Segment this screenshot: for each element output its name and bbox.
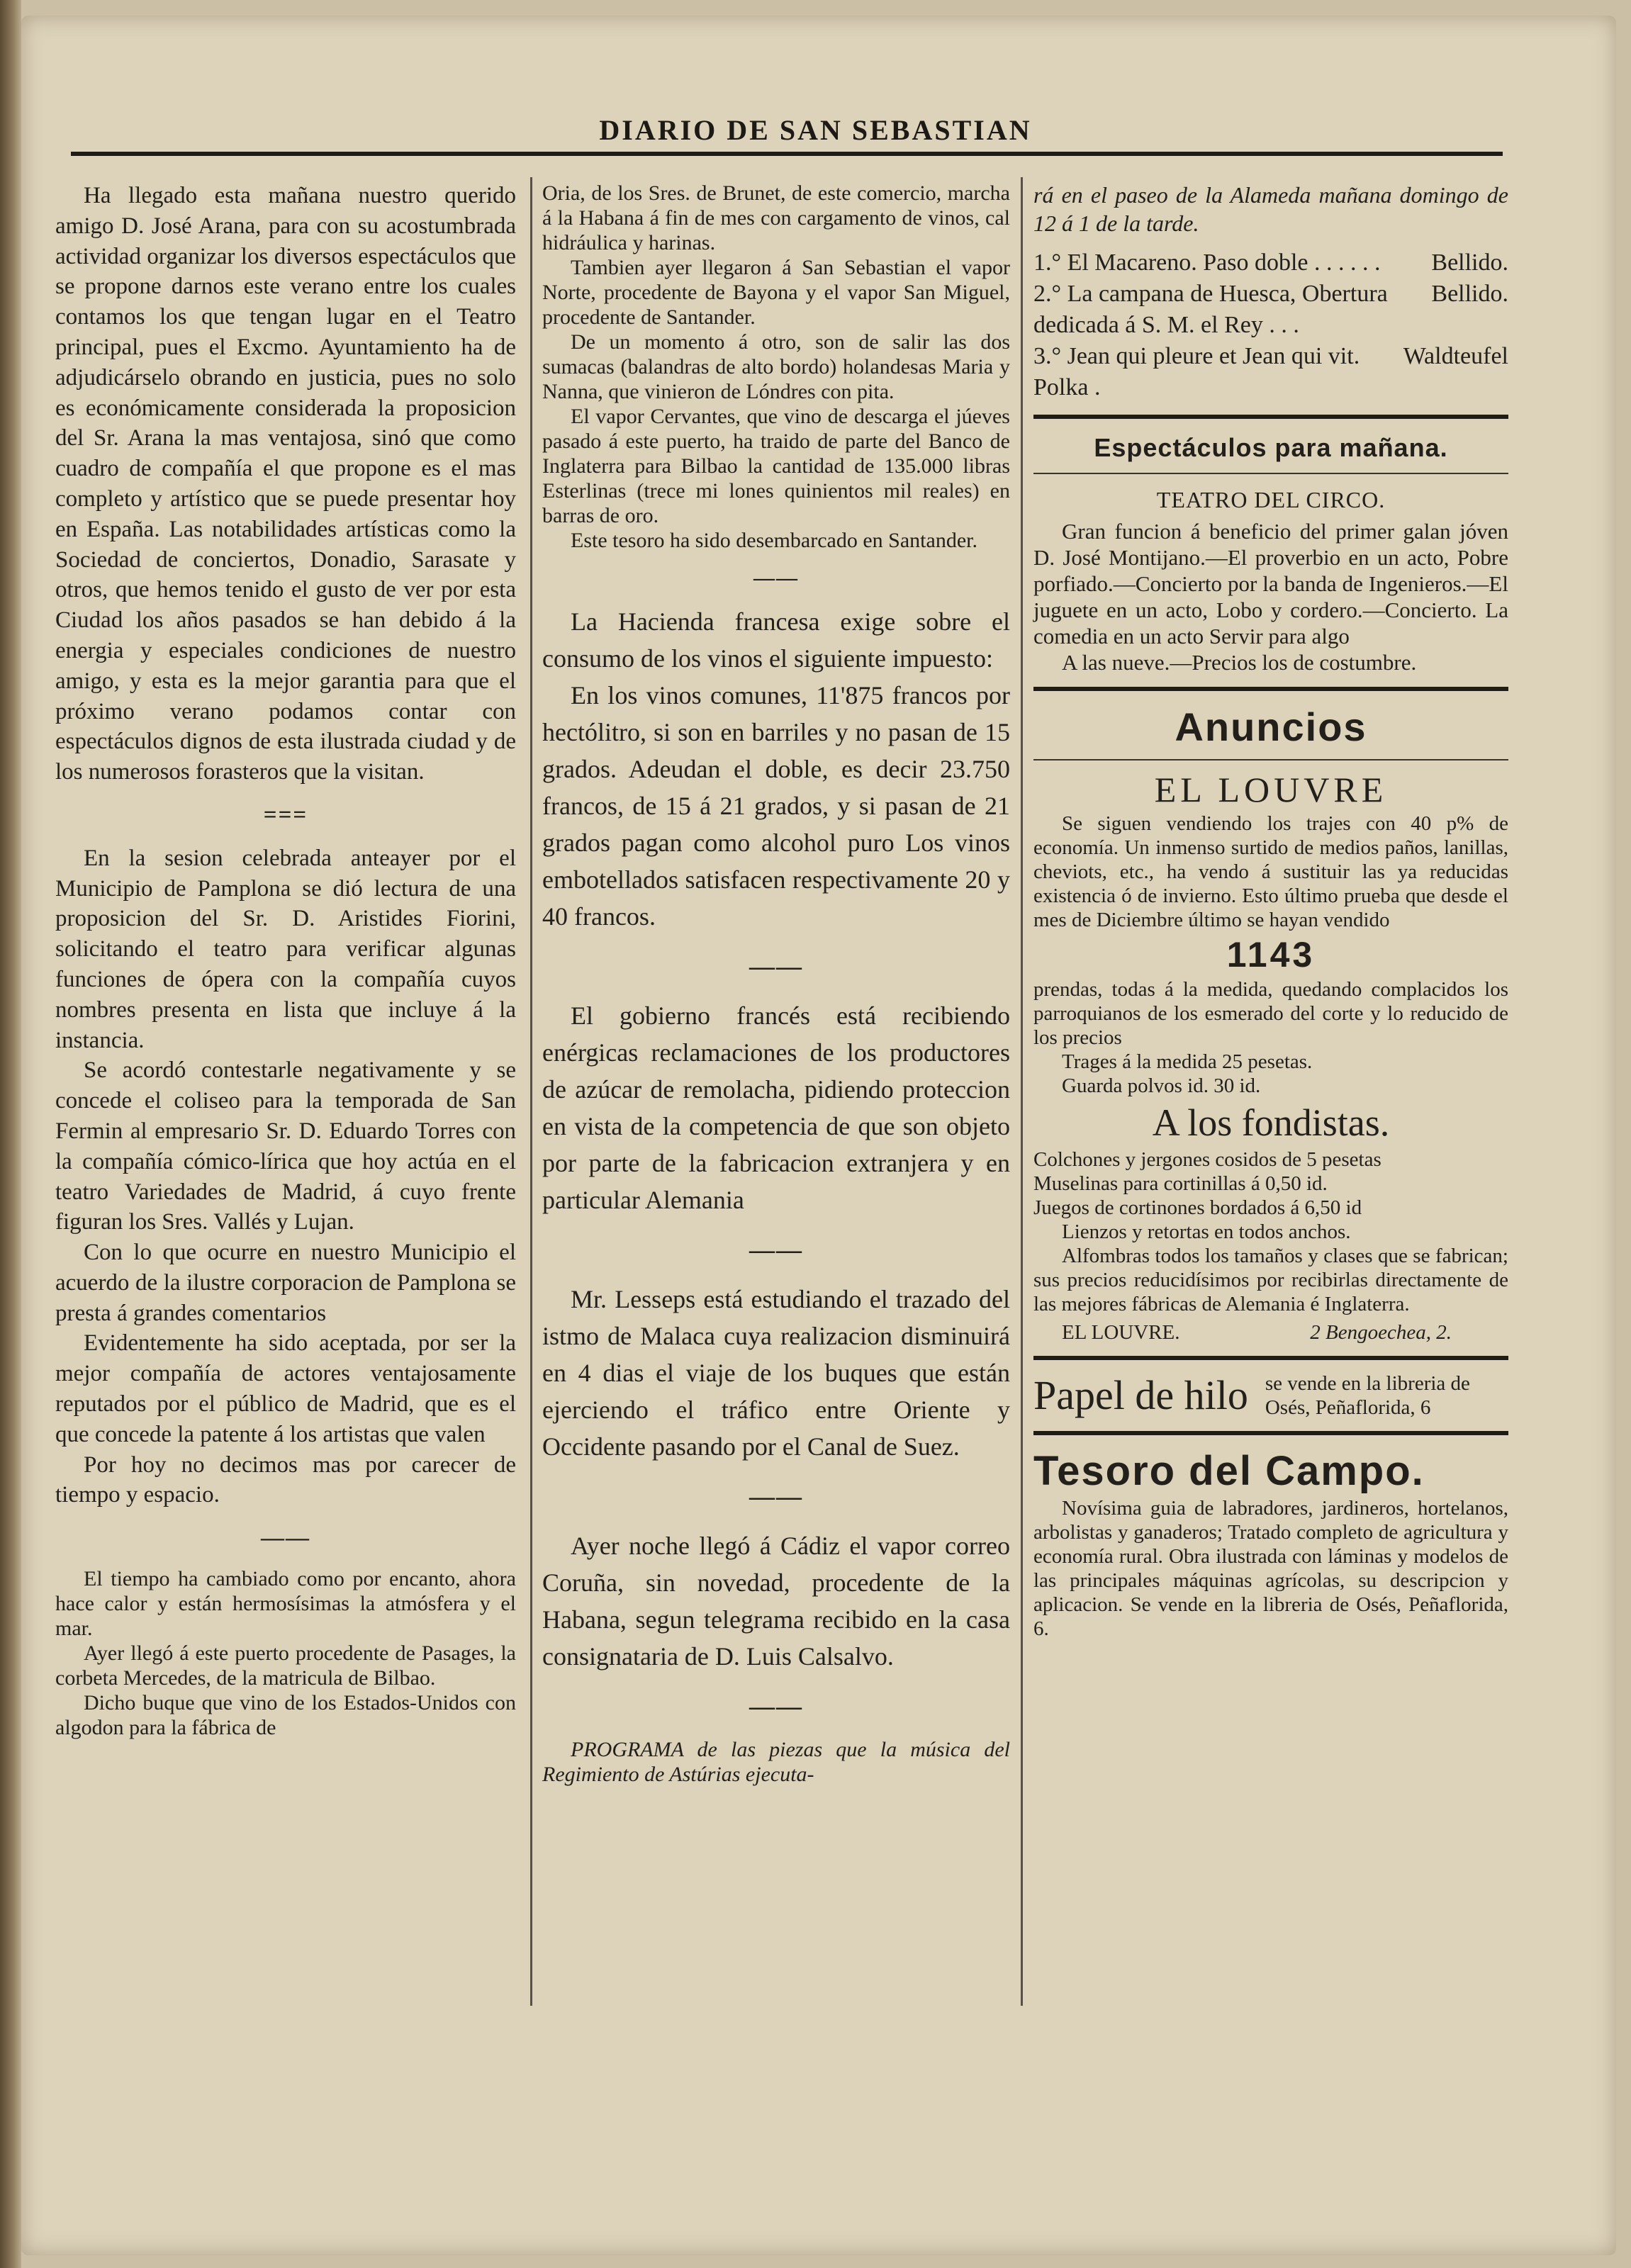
programa-item-3-author: Waldteufel (1403, 343, 1508, 369)
fondistas-line-4: Lienzos y retortas en todos anchos. (1062, 1220, 1351, 1243)
article-pamplona-3: Con lo que ocurre en nuestro Municipio el acuerdo de la ilustre corporacion de Pamplona se presta á grandes comentarios (55, 1240, 516, 1326)
article-buque: Dicho buque que vino de los Estados-Unidos con algodon para la fábrica de (55, 1691, 516, 1740)
papel-de-hilo-ad (1033, 1371, 1508, 1420)
programa-item-1-label: 1.° El Macareno. Paso doble . . . . . . (1033, 249, 1381, 276)
teatro-heading: TEATRO DEL CIRCO. (1156, 487, 1386, 512)
espectaculos-heading: Espectáculos para mañana. (1094, 433, 1448, 462)
article-tiempo: El tiempo ha cambiado como por encanto, ahora hace calor y están hermosísimas la atmósfera y el mar. (55, 1567, 516, 1641)
section-separator: —— (753, 566, 799, 590)
article-pamplona-2: Se acordó contestarle negativamente y se concede el coliseo para la temporada de San Fermin al empresario Sr. D. Eduardo Torres con la compañía cómico-lírica que hoy actúa en el teatro Variedades de Madrid, á cuyo frente figuran los Sres. Vallés y Lujan. (55, 1057, 516, 1235)
anuncios-heading: Anuncios (1175, 704, 1367, 749)
fondistas-title: A los fondistas. (1152, 1101, 1390, 1144)
louvre-trages: Trages á la medida 25 pesetas. (1062, 1050, 1313, 1073)
article-tesoro-santander: Este tesoro ha sido desembarcado en Santander. (571, 529, 977, 552)
column-3 (1033, 181, 1508, 1641)
tesoro-title: Tesoro del Campo. (1033, 1448, 1425, 1494)
article-lesseps: Mr. Lesseps está estudiando el trazado del istmo de Malaca cuya realizacion disminuirá en 4 dias el viaje de los buques que están ejerciendo el tráfico entre Oriente y Occidente pasando por el Canal de Suez. (542, 1285, 1010, 1461)
louvre-text: Se siguen vendiendo los trajes con 40 p% de economía. Un inmenso surtido de medios paños, lanillas, cheviots, etc., ha vendo á sustituir las ya reducidas existencia ó de invierno. Esto último prueba que desde el mes de Diciembre último se hayan vendido (1033, 812, 1508, 931)
article-sumacas: De un momento á otro, son de salir las dos sumacas (balandras de alto bordo) holandesas Maria y Nanna, que vinieron de Lóndres con pita. (542, 330, 1010, 403)
tesoro-text: Novísima guia de labradores, jardineros, hortelanos, arbolistas y ganaderos; Tratado completo de agricultura y economía rural. Obra ilustrada con láminas y modelos de las principales máquinas agrícolas, su descripcion y aplicacion. Se vende en la libreria de Osés, Peñaflorida, 6. (1033, 1497, 1508, 1640)
article-corbeta: Ayer llegó á este puerto procedente de Pasages, la corbeta Mercedes, de la matricula de Bilbao. (55, 1641, 516, 1690)
louvre-title: EL LOUVRE (1154, 770, 1388, 809)
article-arana: Ha llegado esta mañana nuestro querido amigo D. José Arana, para con su acostumbrada actividad organizar los diversos espectáculos que se propone darnos este verano entre los cuales contamos los que tengan lugar en el Teatro principal, pues el Excmo. Ayuntamiento ha de adjudicárselo obrando en justicia, pues no solo es económicamente considerada la proposicion del Sr. Arana la mas ventajosa, sinó que como cuadro de compañía el que propone es el mas completo y artístico que se puede presentar hoy en España. Las notabilidades artísticas como la Sociedad de conciertos, Donadio, Sarasate y otros, que hemos tenido el gusto de ver por esta Ciudad los años pasados se han debido á la energia y especiales condiciones de nuestro amigo, y esta es la mejor garantia para que el próximo verano podamos contar con espectáculos dignos de esta ilustrada ciudad y de los numerosos forasteros que la visitan. (55, 183, 516, 785)
fondistas-line-2: Muselinas para cortinillas á 0,50 id. (1033, 1172, 1328, 1195)
teatro-text: Gran funcion á beneficio del primer galan jóven D. José Montijano.—El proverbio en un acto, Pobre porfiado.—Concierto por la banda de Ingenieros.—El juguete en un acto, Lobo y cordero.—Concierto. La comedia en un acto Servir para algo (1033, 519, 1508, 649)
section-rule (1033, 415, 1508, 419)
article-pamplona: En la sesion celebrada anteayer por el Municipio de Pamplona se dió lectura de una proposicion del Sr. D. Aristides Fiorini, solicitando el teatro para verificar algunas funciones de ópera con la compañía cuyos nombres presenta en lista que incluye á la instancia. (55, 845, 516, 1053)
programa-item-2-label: 2.° La campana de Huesca, Obertura dedicada á S. M. el Rey . . . (1033, 281, 1388, 338)
column-divider-1 (530, 177, 532, 2006)
louvre-address-street: 2 Bengoechea, 2. (1310, 1321, 1452, 1344)
column-2 (542, 181, 1010, 1787)
section-rule (1033, 687, 1508, 691)
section-rule (1033, 759, 1508, 760)
louvre-guarda: Guarda polvos id. 30 id. (1062, 1074, 1261, 1097)
column-divider-2 (1021, 177, 1023, 2006)
article-pamplona-5: Por hoy no decimos mas por carecer de tiempo y espacio. (55, 1452, 516, 1508)
fondistas-line-5: Alfombras todos los tamaños y clases que se fabrican; sus precios reducidísimos por recibirlas directamente de las mejores fábricas de Alemania é Inglaterra. (1033, 1245, 1508, 1315)
louvre-address-name: EL LOUVRE. (1062, 1321, 1180, 1344)
louvre-text-2: prendas, todas á la medida, quedando complacidos los parroquianos de los esmerado del corte y lo reducido de los precios (1033, 978, 1508, 1049)
programa-item-3 (1033, 341, 1508, 403)
fondistas-line-3: Juegos de cortinones bordados á 6,50 id (1033, 1196, 1362, 1219)
programa-item-2-author: Bellido. (1431, 281, 1508, 307)
masthead-title: DIARIO DE SAN SEBASTIAN (599, 114, 1032, 146)
section-separator: === (263, 802, 308, 828)
article-hacienda: La Hacienda francesa exige sobre el consumo de los vinos el siguiente impuesto: (542, 607, 1010, 673)
louvre-number: 1143 (1226, 935, 1316, 975)
article-programa: PROGRAMA de las piezas que la música del Regimiento de Astúrias ejecuta- (542, 1738, 1010, 1786)
louvre-address (1033, 1320, 1508, 1344)
fondistas-line-1: Colchones y jergones cosidos de 5 pesetas (1033, 1148, 1381, 1171)
papel-title: Papel de hilo (1033, 1372, 1248, 1418)
programa-item-1-author: Bellido. (1431, 249, 1508, 276)
article-cervantes: El vapor Cervantes, que vino de descarga el júeves pasado á este puerto, ha traido de parte del Banco de Inglaterra para Bilbao la cantidad de 135.000 libras Esterlinas (trece mi lones quinientos mil reales) en barras de oro. (542, 405, 1010, 527)
section-rule (1033, 1431, 1508, 1435)
papel-text: se vende en la libreria de Osés, Peñaflorida, 6 (1265, 1372, 1470, 1419)
article-vapores: Tambien ayer llegaron á San Sebastian el vapor Norte, procedente de Bayona y el vapor San Miguel, procedente de Santander. (542, 256, 1010, 329)
section-rule (1033, 1356, 1508, 1360)
book-spine (0, 0, 21, 2268)
column-1 (55, 181, 516, 1740)
programa-item-1 (1033, 247, 1508, 279)
article-coruna: Ayer noche llegó á Cádiz el vapor correo Coruña, sin novedad, procedente de la Habana, segun telegrama recibido en la casa consignataria de D. Luis Calsalvo. (542, 1532, 1010, 1671)
section-separator: —— (261, 1525, 310, 1551)
programa-item-3-label: 3.° Jean qui pleure et Jean qui vit. Polka . (1033, 343, 1360, 400)
article-hacienda-2: En los vinos comunes, 11'875 francos por hectólitro, si son en barriles y no pasan de 15 grados. Adeudan el doble, es decir 23.750 francos, de 15 á 21 grados, y si pasan de 21 grados pagan como alcohol puro Los vinos embotellados satisfacen respectivamente 20 y 40 francos. (542, 681, 1010, 931)
section-rule (1033, 473, 1508, 474)
article-azucar: El gobierno francés está recibiendo enérgicas reclamaciones de los productores de azúcar de remolacha, pidiendo proteccion en vista de la competencia de que son objeto por parte de la fabricacion extranjera y en particular Alemania (542, 1001, 1010, 1214)
article-oria: Oria, de los Sres. de Brunet, de este comercio, marcha á la Habana á fin de mes con cargamento de vinos, cal hidráulica y harinas. (542, 181, 1010, 254)
programa-item-2 (1033, 279, 1508, 341)
section-separator: —— (749, 952, 803, 980)
article-pamplona-4: Evidentemente ha sido aceptada, por ser la mejor compañía de actores ventajosamente reputados por el público de Madrid, que es el que concede la patente á los artistas que valen (55, 1330, 516, 1447)
section-separator: —— (749, 1235, 803, 1264)
masthead-rule (71, 152, 1503, 156)
section-separator: —— (749, 1692, 803, 1720)
section-separator: —— (749, 1482, 803, 1510)
teatro-hora: A las nueve.—Precios los de costumbre. (1062, 650, 1417, 675)
programa-intro: rá en el paseo de la Alameda mañana domingo de 12 á 1 de la tarde. (1033, 182, 1508, 236)
